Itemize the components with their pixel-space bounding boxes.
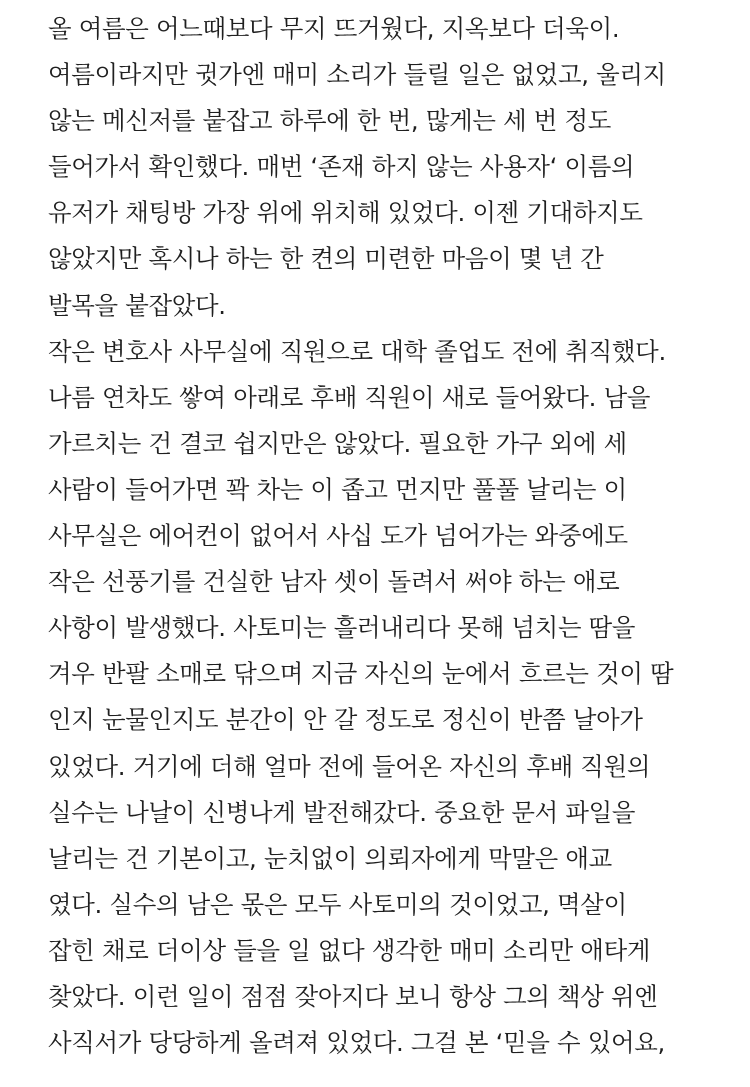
text-line: 였다. 실수의 남은 몫은 모두 사토미의 것이었고, 멱살이 [48, 889, 627, 919]
text-line: 작은 변호사 사무실에 직원으로 대학 졸업도 전에 취직했다. [48, 336, 666, 366]
text-line: 사람이 들어가면 꽉 차는 이 좁고 먼지만 풀풀 날리는 이 [48, 474, 627, 504]
text-line: 겨우 반팔 소매로 닦으며 지금 자신의 눈에서 흐르는 것이 땀 [48, 659, 674, 689]
text-line: 유저가 채팅방 가장 위에 위치해 있었다. 이젠 기대하지도 [48, 198, 643, 228]
text-line: 않았지만 혹시나 하는 한 켠의 미련한 마음이 몇 년 간 [48, 244, 604, 274]
text-line: 여름이라지만 귓가엔 매미 소리가 들릴 일은 없었고, 울리지 [48, 60, 666, 90]
text-line: 인지 눈물인지도 분간이 안 갈 정도로 정신이 반쯤 날아가 [48, 705, 643, 735]
text-line: 찾았다. 이런 일이 점점 잦아지다 보니 항상 그의 책상 위엔 [48, 981, 658, 1011]
text-line: 들어가서 확인했다. 매번 ‘존재 하지 않는 사용자‘ 이름의 [48, 152, 635, 182]
text-line: 있었다. 거기에 더해 얼마 전에 들어온 자신의 후배 직원의 [48, 751, 651, 781]
text-line: 잡힌 채로 더이상 들을 일 없다 생각한 매미 소리만 애타게 [48, 935, 651, 965]
text-line: 나름 연차도 쌓여 아래로 후배 직원이 새로 들어왔다. 남을 [48, 382, 651, 412]
text-line: 날리는 건 기본이고, 눈치없이 의뢰자에게 막말은 애교 [48, 843, 612, 873]
text-line: 작은 선풍기를 건실한 남자 셋이 돌려서 써야 하는 애로 [48, 567, 620, 597]
text-line: 실수는 나날이 신병나게 발전해갔다. 중요한 문서 파일을 [48, 797, 636, 827]
text-line: 사무실은 에어컨이 없어서 사십 도가 넘어가는 와중에도 [48, 521, 628, 551]
text-line: 않는 메신저를 붙잡고 하루에 한 번, 많게는 세 번 정도 [48, 106, 612, 136]
text-line: 발목을 붙잡았다. [48, 290, 226, 320]
text-line: 올 여름은 어느때보다 무지 뜨거웠다, 지옥보다 더욱이. [48, 14, 620, 43]
text-line: 사직서가 당당하게 올려져 있었다. 그걸 본 ‘믿을 수 있어요, [48, 1028, 665, 1058]
body-text [48, 6, 748, 1066]
text-line: 가르치는 건 결코 쉽지만은 않았다. 필요한 가구 외에 세 [48, 428, 627, 458]
text-line: 사항이 발생했다. 사토미는 흘러내리다 못해 넘치는 땀을 [48, 613, 636, 643]
